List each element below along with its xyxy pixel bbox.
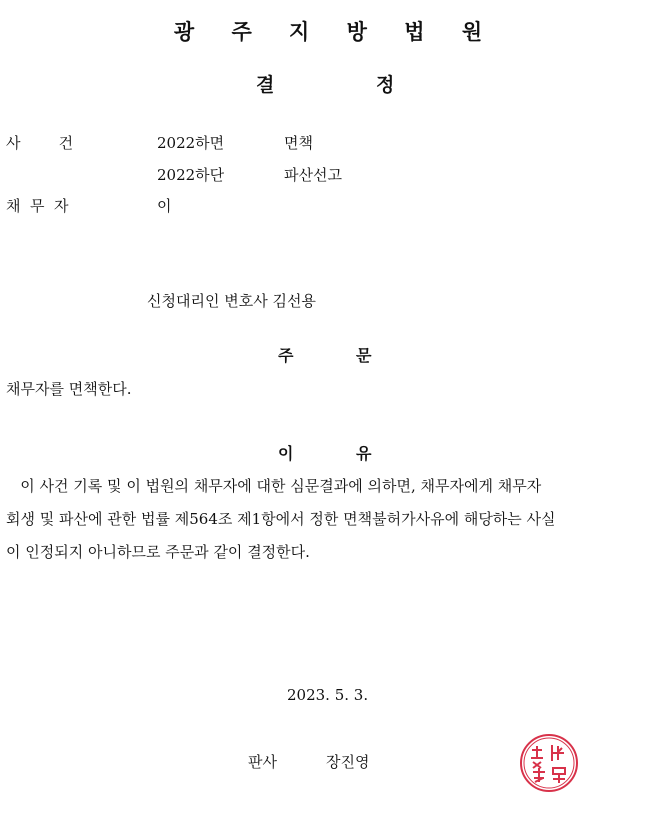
document-type-right: 정 xyxy=(376,74,395,96)
case-name-2: 파산선고 xyxy=(284,166,342,184)
order-text: 채무자를 면책한다. xyxy=(6,380,132,398)
judge-title: 판사 xyxy=(248,753,277,771)
order-heading-left: 주 xyxy=(278,346,294,365)
reason-heading-left: 이 xyxy=(278,444,294,463)
document-type-left: 결 xyxy=(256,74,275,96)
judge-seal-icon xyxy=(518,732,580,794)
debtor-name: 이 xyxy=(157,197,172,215)
case-label: 사 건 xyxy=(6,134,74,152)
order-heading-right: 문 xyxy=(356,346,372,365)
case-number-2: 2022하단 xyxy=(157,166,225,184)
case-number-1: 2022하면 xyxy=(157,134,225,152)
reason-heading-right: 유 xyxy=(356,444,372,463)
court-name: 광 주 지 방 법 원 xyxy=(173,20,498,44)
applicant-agent: 신청대리인 변호사 김선용 xyxy=(147,292,316,310)
judge-name: 장진영 xyxy=(326,753,370,771)
decision-date: 2023. 5. 3. xyxy=(287,686,369,704)
reason-line-3: 이 인정되지 아니하므로 주문과 같이 결정한다. xyxy=(6,543,310,561)
reason-line-1: 이 사건 기록 및 이 법원의 채무자에 대한 심문결과에 의하면, 채무자에게 채무자 xyxy=(6,477,542,495)
case-name-1: 면책 xyxy=(284,134,313,152)
reason-line-2: 회생 및 파산에 관한 법률 제564조 제1항에서 정한 면책불허가사유에 해당하는 사실 xyxy=(6,510,556,528)
debtor-label: 채 무 자 xyxy=(6,197,69,215)
